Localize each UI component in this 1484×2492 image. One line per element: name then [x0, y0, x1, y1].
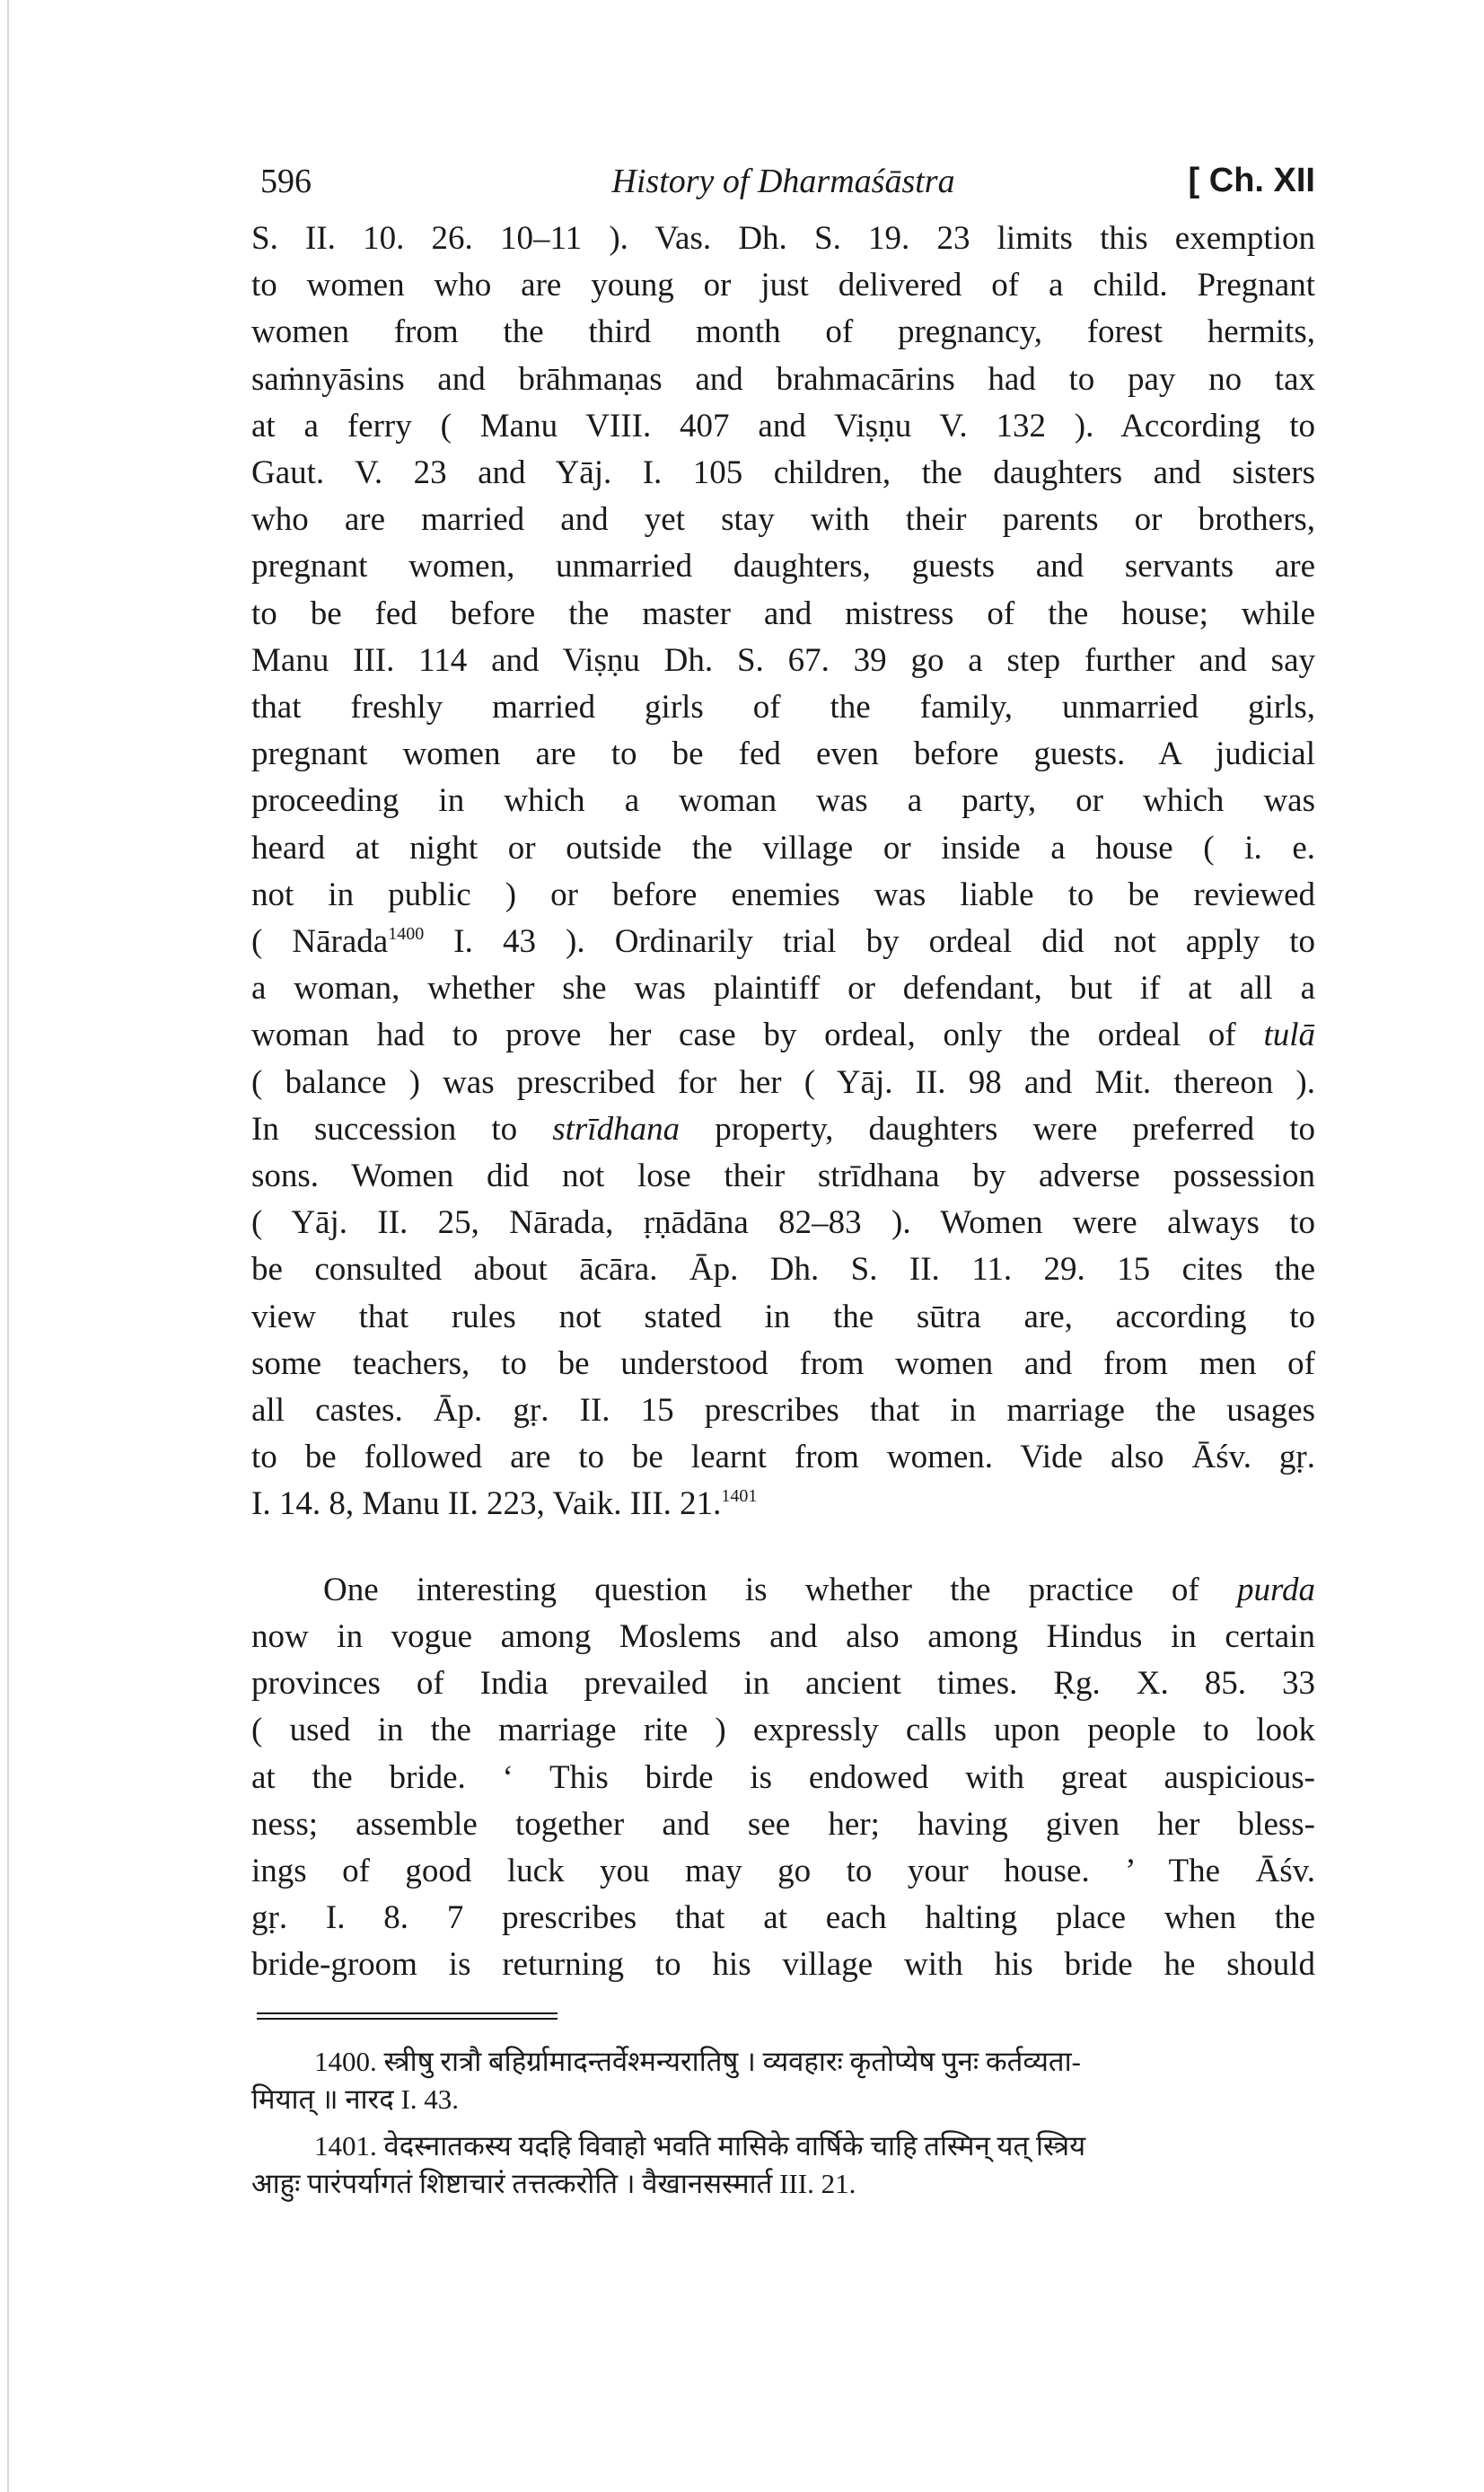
- text-line: heard at night or outside the village or inside a house ( i. e.: [251, 829, 1315, 867]
- page-number: 596: [260, 163, 312, 200]
- text-segment: I. 14. 8, Manu II. 223, Vaik. III. 21.: [251, 1485, 722, 1523]
- footnote-marker-1400[interactable]: 1400: [388, 924, 425, 945]
- paragraph-2: [251, 1567, 1315, 1989]
- running-header: [251, 162, 1315, 216]
- text-segment: I. 43 ). Ordinarily trial by ordeal did not apply to: [424, 923, 1315, 961]
- footnote-text: वेदस्नातकस्य यदहि विवाहो भवति मासिके वार्षिके चाहि तस्मिन् यत् स्त्रिय: [383, 2129, 1086, 2162]
- footnote-marker-1401[interactable]: 1401: [721, 1486, 758, 1507]
- text-segment: property, daughters were preferred to: [680, 1110, 1315, 1148]
- text-line: [251, 1567, 1315, 1614]
- italic-term-purda: purda: [1236, 1571, 1315, 1608]
- text-line: be consulted about ācāra. Āp. Dh. S. II. 11. 29. 15 cites the: [251, 1251, 1315, 1289]
- text-line: all castes. Āp. gṛ. II. 15 prescribes that in marriage the usages: [251, 1392, 1315, 1430]
- text-line: that freshly married girls of the family, unmarried girls,: [251, 689, 1315, 726]
- paragraph-1: [251, 216, 1315, 1528]
- text-line: at the bride. ‘ This birde is endowed with great auspicious-: [251, 1758, 1315, 1796]
- text-line: provinces of India prevailed in ancient times. Ṛg. X. 85. 33: [251, 1665, 1315, 1703]
- text-line: [251, 1106, 1315, 1153]
- running-title: History of Dharmaśāstra: [611, 163, 955, 200]
- text-line: to be fed before the master and mistress of the house; while: [251, 594, 1315, 632]
- chapter-label: [ Ch. XII: [1188, 162, 1315, 199]
- italic-term-stridhana: strīdhana: [552, 1110, 681, 1148]
- text-line: a woman, whether she was plaintiff or defendant, but if at all a: [251, 970, 1315, 1008]
- text-line: at a ferry ( Manu VIII. 407 and Viṣṇu V. 132 ). According to: [251, 407, 1315, 445]
- footnote-line: [251, 2043, 1315, 2081]
- text-line: now in vogue among Moslems and also among Hindus in certain: [251, 1617, 1315, 1655]
- text-line: ( balance ) was prescribed for her ( Yāj. II. 98 and Mit. thereon ).: [251, 1063, 1315, 1101]
- text-line: ings of good luck you may go to your house. ’ The Āśv.: [251, 1852, 1315, 1889]
- footnote-number: 1401.: [314, 2129, 377, 2162]
- italic-term-tula: tulā: [1263, 1017, 1315, 1054]
- text-line: ness; assemble together and see her; having given her bless-: [251, 1805, 1315, 1843]
- text-line: sons. Women did not lose their strīdhana by adverse possession: [251, 1158, 1315, 1195]
- text-line: gṛ. I. 8. 7 prescribes that at each halting place when the: [251, 1899, 1315, 1937]
- text-segment: In succession to: [251, 1110, 553, 1148]
- text-line: Gaut. V. 23 and Yāj. I. 105 children, the daughters and sisters: [251, 454, 1315, 492]
- text-line: pregnant women are to be fed even before guests. A judicial: [251, 735, 1315, 773]
- footnote-1400: [251, 2043, 1315, 2118]
- footnote-line: [251, 2127, 1315, 2165]
- footnote-rule: [257, 2012, 558, 2014]
- text-line: who are married and yet stay with their parents or brothers,: [251, 501, 1315, 539]
- scan-edge: [7, 0, 9, 2492]
- text-line: saṁnyāsins and brāhmaṇas and brahmacārins had to pay no tax: [251, 360, 1315, 398]
- text-line: ( used in the marriage rite ) expressly calls upon people to look: [251, 1712, 1315, 1749]
- text-segment: woman had to prove her case by ordeal, only the ordeal of: [251, 1017, 1264, 1054]
- text-line: pregnant women, unmarried daughters, guests and servants are: [251, 548, 1315, 586]
- text-line: [251, 919, 1315, 965]
- text-line: [251, 1012, 1315, 1059]
- book-page: [251, 162, 1315, 2203]
- text-segment: One interesting question is whether the practice of: [323, 1571, 1237, 1608]
- text-segment: ( Nārada: [251, 923, 389, 961]
- text-line: ( Yāj. II. 25, Nārada, ṛṇādāna 82–83 ). Women were always to: [251, 1204, 1315, 1242]
- footnote-line: मियात् ॥ नारद I. 43.: [251, 2083, 460, 2115]
- footnotes: [251, 2043, 1315, 2203]
- text-line: to be followed are to be learnt from women. Vide also Āśv. gṛ.: [251, 1439, 1315, 1476]
- footnote-1401: [251, 2127, 1315, 2203]
- text-line: bride-groom is returning to his village with his bride he should: [251, 1946, 1315, 1984]
- text-line: some teachers, to be understood from women and from men of: [251, 1344, 1315, 1382]
- text-line: to women who are young or just delivered of a child. Pregnant: [251, 267, 1315, 304]
- footnote-rule: [257, 2018, 558, 2020]
- text-line: S. II. 10. 26. 10–11 ). Vas. Dh. S. 19. 23 limits this exemption: [251, 220, 1315, 257]
- text-line: proceeding in which a woman was a party, or which was: [251, 782, 1315, 820]
- footnote-text: स्त्रीषु रात्रौ बहिर्ग्रामादन्तर्वेश्मन्यरातिषु । व्यवहारः कृतोप्येष पुनः कर्तव्यता-: [383, 2045, 1081, 2077]
- footnote-line: आहुः पारंपर्यागतं शिष्टाचारं तत्तत्करोति । वैखानसस्मार्त III. 21.: [251, 2167, 856, 2199]
- text-line: [251, 1481, 1315, 1528]
- text-line: not in public ) or before enemies was liable to be reviewed: [251, 876, 1315, 913]
- text-line: view that rules not stated in the sūtra are, according to: [251, 1298, 1315, 1335]
- footnote-number: 1400.: [314, 2045, 377, 2077]
- text-line: women from the third month of pregnancy, forest hermits,: [251, 313, 1315, 351]
- text-line: Manu III. 114 and Viṣṇu Dh. S. 67. 39 go a step further and say: [251, 641, 1315, 679]
